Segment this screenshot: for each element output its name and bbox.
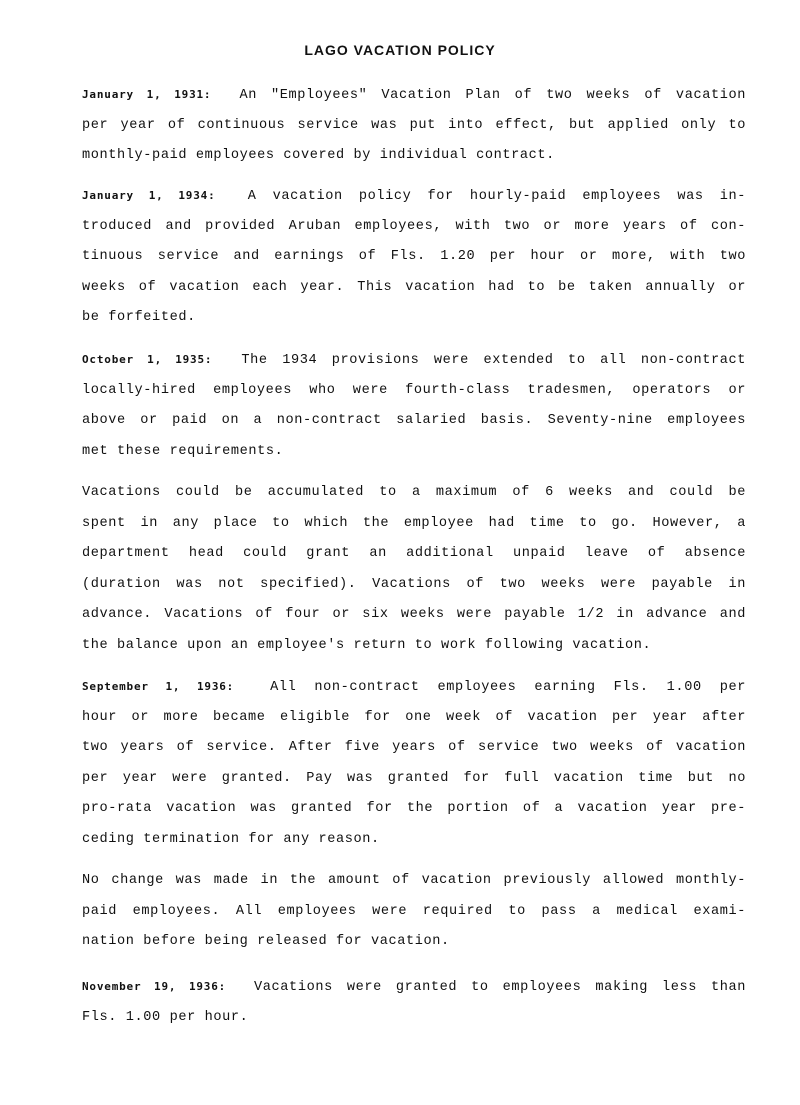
text-line: per year were granted. Pay was granted for full vacation time but no	[82, 770, 746, 786]
policy-entry	[82, 345, 746, 467]
text-line: Vacations were granted to employees making less than	[254, 980, 746, 995]
text-line: the balance upon an employee's return to work following vacation.	[82, 637, 652, 653]
text-line: Fls. 1.00 per hour.	[82, 1009, 249, 1025]
text-line: spent in any place to which the employee had time to go. However, a	[82, 515, 746, 531]
text-line: ceding termination for any reason.	[82, 831, 380, 847]
text-line: above or paid on a non-contract salaried basis. Seventy-nine employees	[82, 413, 746, 428]
text-line: locally-hired employees who were fourth-class tradesmen, operators or	[82, 382, 746, 398]
text-line: The 1934 provisions were extended to all non-contract	[241, 353, 747, 368]
entry-date: October 1, 1935:	[82, 353, 213, 366]
entry-date: January 1, 1931:	[82, 88, 212, 101]
text-line: two years of service. After five years of service two weeks of vacation	[82, 740, 746, 755]
entry-date: January 1, 1934:	[82, 189, 216, 202]
text-line: All non-contract employees earning Fls. 1.00 per	[270, 680, 746, 695]
policy-entry	[82, 80, 746, 172]
text-line: per year of continuous service was put into effect, but applied only to	[82, 117, 746, 133]
text-line: nation before being released for vacation.	[82, 934, 450, 949]
text-line: pro-rata vacation was granted for the portion of a vacation year pre-	[82, 801, 746, 816]
policy-paragraph	[82, 866, 746, 958]
text-line: weeks of vacation each year. This vacation had to be taken annually or	[82, 279, 746, 295]
text-line: A vacation policy for hourly-paid employees was in-	[247, 189, 747, 204]
text-line: tinuous service and earnings of Fls. 1.20 per hour or more, with two	[82, 249, 746, 264]
text-line: An "Employees" Vacation Plan of two weeks of vacation	[239, 88, 746, 103]
text-line: Vacations could be accumulated to a maximum of 6 weeks and could be	[82, 485, 746, 500]
text-line: No change was made in the amount of vacation previously allowed monthly-	[82, 873, 746, 888]
document-title: LAGO VACATION POLICY	[304, 42, 496, 58]
text-line: monthly-paid employees covered by individual contract.	[82, 148, 555, 163]
policy-entry	[82, 672, 746, 855]
text-line: hour or more became eligible for one week of vacation per year after	[82, 709, 746, 725]
text-line: department head could grant an additional unpaid leave of absence	[82, 546, 746, 561]
policy-entry	[82, 972, 746, 1033]
text-line: met these requirements.	[82, 443, 284, 459]
entry-date: November 19, 1936:	[82, 980, 227, 993]
policy-entry	[82, 181, 746, 334]
text-line: (duration was not specified). Vacations of two weeks were payable in	[82, 576, 746, 592]
text-line: troduced and provided Aruban employees, with two or more years of con-	[82, 218, 746, 234]
policy-paragraph	[82, 478, 746, 661]
text-line: be forfeited.	[82, 310, 196, 325]
text-line: advance. Vacations of four or six weeks were payable 1/2 in advance and	[82, 607, 746, 622]
text-line: paid employees. All employees were required to pass a medical exami-	[82, 903, 746, 919]
entry-date: September 1, 1936:	[82, 680, 235, 693]
